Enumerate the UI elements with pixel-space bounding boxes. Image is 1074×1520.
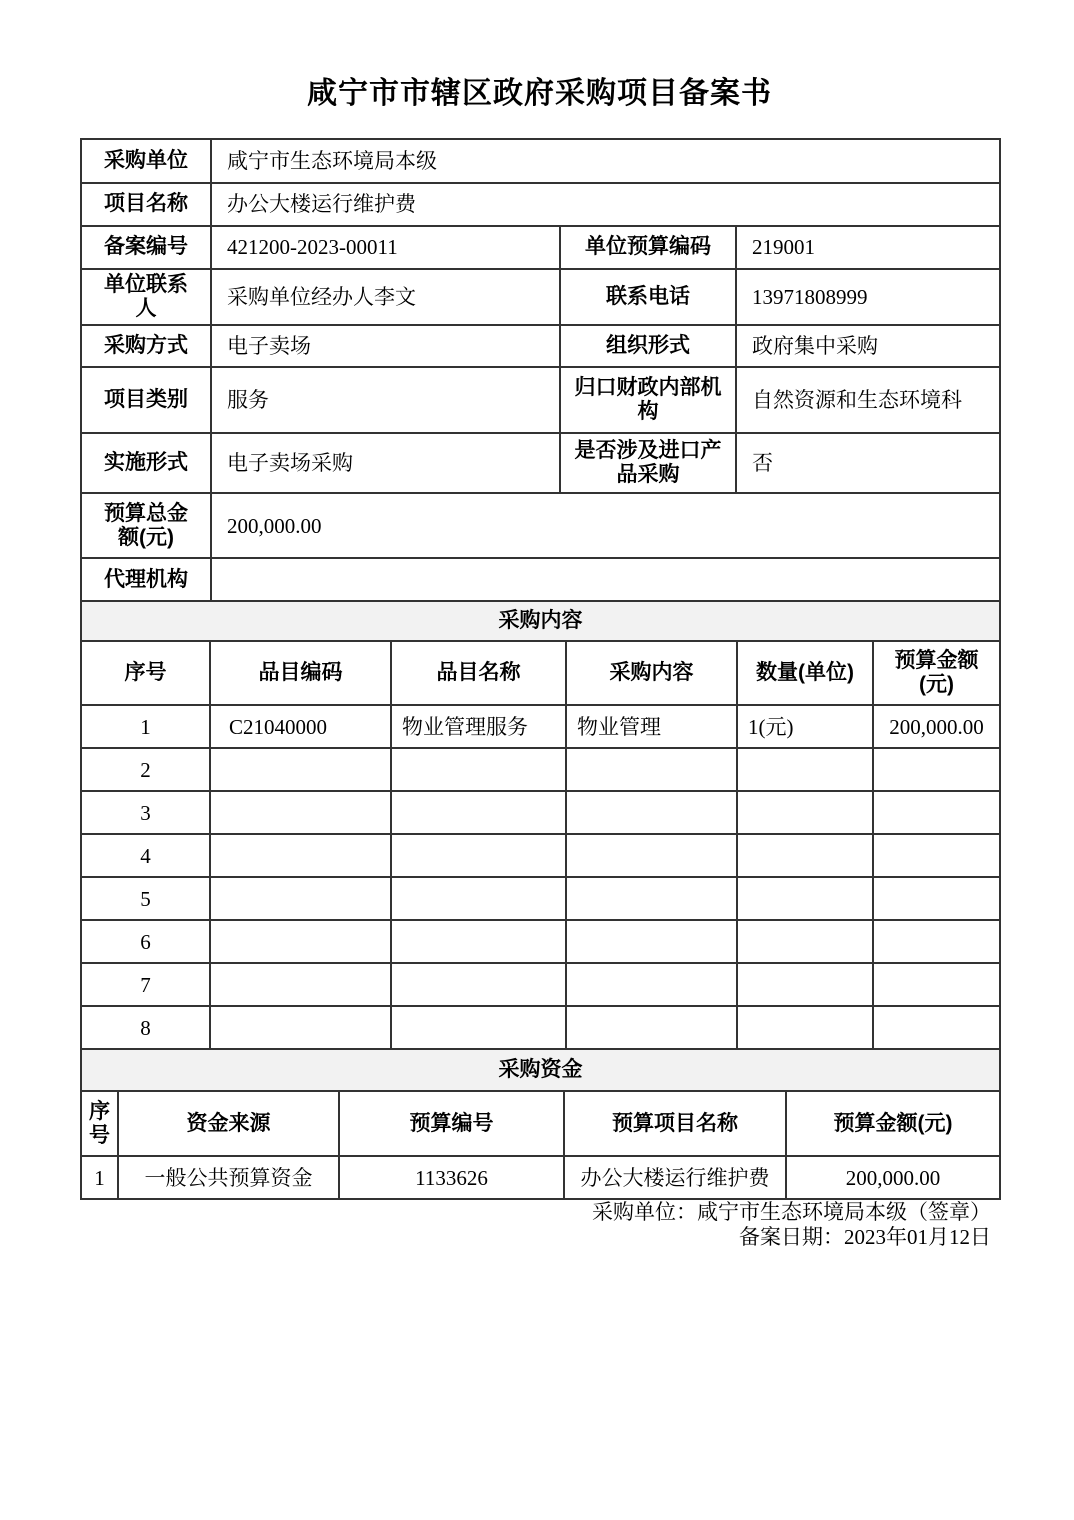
column-header: 预算编号	[339, 1091, 564, 1156]
section-band-row	[81, 601, 1000, 641]
info-label: 预算总金额(元)	[81, 493, 211, 558]
info-label: 归口财政内部机构	[560, 367, 736, 433]
info-value: 电子卖场	[211, 325, 560, 367]
column-header: 品目编码	[210, 641, 391, 705]
item-name	[391, 748, 566, 791]
item-qty	[737, 1006, 873, 1049]
row-no: 4	[81, 834, 210, 877]
section-band-row	[81, 1049, 1000, 1091]
table-row	[81, 269, 1000, 325]
item-content: 物业管理	[566, 705, 737, 748]
funds-header-row	[81, 1091, 1000, 1156]
table-row	[81, 963, 1000, 1006]
info-label: 项目名称	[81, 183, 211, 226]
column-header: 资金来源	[118, 1091, 339, 1156]
column-header: 采购内容	[566, 641, 737, 705]
fund-budget-no: 1133626	[339, 1156, 564, 1199]
table-row	[81, 705, 1000, 748]
item-qty: 1(元)	[737, 705, 873, 748]
table-row	[81, 433, 1000, 493]
item-content	[566, 834, 737, 877]
content-section-title: 采购内容	[81, 601, 1000, 641]
info-value: 咸宁市生态环境局本级	[211, 139, 1000, 183]
table-row	[81, 183, 1000, 226]
info-label: 项目类别	[81, 367, 211, 433]
item-content	[566, 791, 737, 834]
row-no: 1	[81, 705, 210, 748]
footer-signature-line: 采购单位：咸宁市生态环境局本级（签章）	[592, 1200, 991, 1224]
item-content	[566, 1006, 737, 1049]
item-content	[566, 920, 737, 963]
table-row	[81, 558, 1000, 601]
item-amount	[873, 834, 1000, 877]
info-label: 联系电话	[560, 269, 736, 325]
table-row	[81, 877, 1000, 920]
item-qty	[737, 834, 873, 877]
column-header: 预算金额(元)	[786, 1091, 1000, 1156]
item-name	[391, 877, 566, 920]
info-value	[211, 558, 1000, 601]
info-label: 单位联系人	[81, 269, 211, 325]
column-header: 序号	[81, 1091, 118, 1156]
info-value: 采购单位经办人李文	[211, 269, 560, 325]
row-no: 1	[81, 1156, 118, 1199]
row-no: 8	[81, 1006, 210, 1049]
row-no: 5	[81, 877, 210, 920]
fund-project-name: 办公大楼运行维护费	[564, 1156, 786, 1199]
item-name	[391, 963, 566, 1006]
item-code	[210, 748, 391, 791]
item-amount	[873, 963, 1000, 1006]
info-value: 自然资源和生态环境科	[736, 367, 1000, 433]
info-table	[80, 138, 1001, 602]
table-row	[81, 1006, 1000, 1049]
column-header: 预算项目名称	[564, 1091, 786, 1156]
info-value: 219001	[736, 226, 1000, 269]
table-row	[81, 493, 1000, 558]
item-amount	[873, 748, 1000, 791]
item-code: C21040000	[210, 705, 391, 748]
fund-amount: 200,000.00	[786, 1156, 1000, 1199]
info-label: 单位预算编码	[560, 226, 736, 269]
table-row	[81, 139, 1000, 183]
table-row	[81, 1156, 1000, 1199]
item-name	[391, 834, 566, 877]
info-value: 否	[736, 433, 1000, 493]
column-header: 预算金额(元)	[873, 641, 1000, 705]
info-value: 服务	[211, 367, 560, 433]
item-content	[566, 963, 737, 1006]
item-name	[391, 791, 566, 834]
info-label: 是否涉及进口产品采购	[560, 433, 736, 493]
footer-date-line: 备案日期：2023年01月12日	[739, 1225, 991, 1249]
info-label: 采购单位	[81, 139, 211, 183]
funds-section-title: 采购资金	[81, 1049, 1000, 1091]
row-no: 2	[81, 748, 210, 791]
info-label: 代理机构	[81, 558, 211, 601]
item-amount	[873, 791, 1000, 834]
info-value: 13971808999	[736, 269, 1000, 325]
info-value: 421200-2023-00011	[211, 226, 560, 269]
item-code	[210, 963, 391, 1006]
item-name: 物业管理服务	[391, 705, 566, 748]
funds-table	[80, 1048, 1001, 1200]
info-label: 组织形式	[560, 325, 736, 367]
item-name	[391, 1006, 566, 1049]
page-title: 咸宁市市辖区政府采购项目备案书	[307, 77, 772, 110]
info-value: 电子卖场采购	[211, 433, 560, 493]
column-header: 序号	[81, 641, 210, 705]
tables-wrap	[80, 138, 999, 1200]
row-no: 6	[81, 920, 210, 963]
info-value: 办公大楼运行维护费	[211, 183, 1000, 226]
table-row	[81, 748, 1000, 791]
item-qty	[737, 877, 873, 920]
info-label: 实施形式	[81, 433, 211, 493]
table-row	[81, 834, 1000, 877]
info-label: 备案编号	[81, 226, 211, 269]
item-content	[566, 748, 737, 791]
item-code	[210, 791, 391, 834]
footer	[80, 1200, 999, 1250]
info-value: 政府集中采购	[736, 325, 1000, 367]
item-qty	[737, 920, 873, 963]
row-no: 3	[81, 791, 210, 834]
fund-source: 一般公共预算资金	[118, 1156, 339, 1199]
table-row	[81, 226, 1000, 269]
item-amount	[873, 877, 1000, 920]
item-qty	[737, 791, 873, 834]
row-no: 7	[81, 963, 210, 1006]
item-code	[210, 877, 391, 920]
table-row	[81, 920, 1000, 963]
table-row	[81, 791, 1000, 834]
column-header: 品目名称	[391, 641, 566, 705]
item-content	[566, 877, 737, 920]
item-qty	[737, 963, 873, 1006]
content-table	[80, 600, 1001, 1050]
column-header: 数量(单位)	[737, 641, 873, 705]
item-name	[391, 920, 566, 963]
table-row	[81, 325, 1000, 367]
content-header-row	[81, 641, 1000, 705]
info-value: 200,000.00	[211, 493, 1000, 558]
item-qty	[737, 748, 873, 791]
item-amount	[873, 920, 1000, 963]
table-row	[81, 367, 1000, 433]
item-code	[210, 834, 391, 877]
item-amount	[873, 1006, 1000, 1049]
info-label: 采购方式	[81, 325, 211, 367]
item-amount: 200,000.00	[873, 705, 1000, 748]
item-code	[210, 1006, 391, 1049]
item-code	[210, 920, 391, 963]
